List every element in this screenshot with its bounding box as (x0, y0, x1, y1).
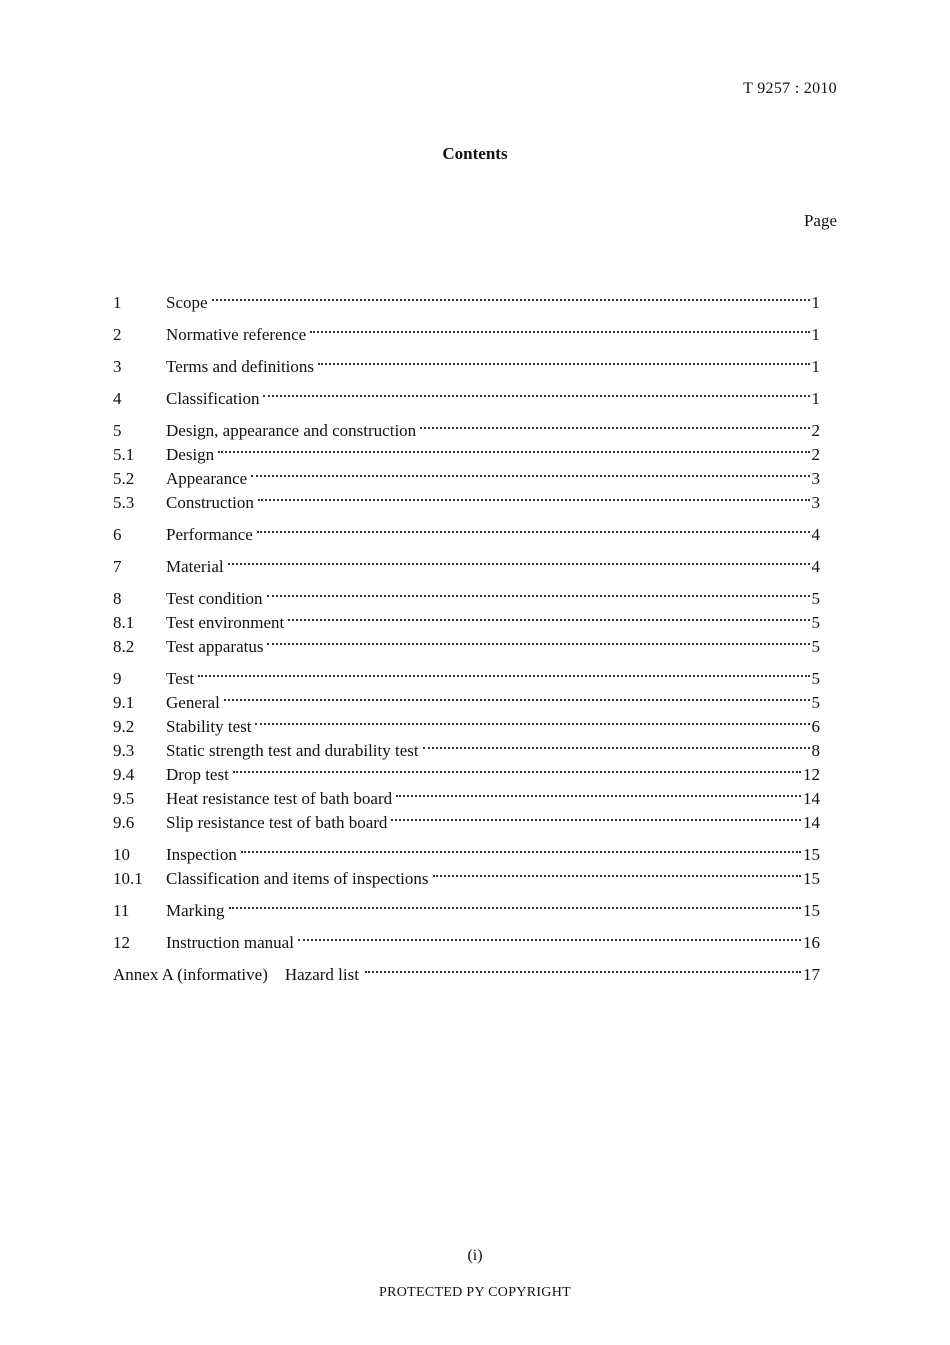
leader-dots (433, 860, 801, 884)
toc-page-number: 2 (811, 421, 820, 440)
toc-entry-10[interactable] (113, 836, 820, 864)
toc-page-number: 5 (811, 613, 820, 632)
toc-title: Slip resistance test of bath board (166, 813, 388, 832)
toc-page-number: 15 (803, 845, 820, 864)
leader-dots (365, 956, 801, 980)
page-folio: (i) (467, 1247, 483, 1264)
leader-dots (212, 284, 810, 308)
toc-page-number: 3 (811, 493, 820, 512)
toc-entry-11[interactable] (113, 892, 820, 920)
toc-title: Material (166, 557, 224, 576)
leader-dots (267, 580, 810, 604)
toc-title: General (166, 693, 220, 712)
leader-dots (251, 460, 809, 484)
toc-entry-5[interactable] (113, 412, 820, 440)
leader-dots (420, 412, 809, 436)
toc-number: 8.1 (113, 613, 135, 632)
leader-dots (267, 628, 809, 652)
toc-number: 9.1 (113, 693, 135, 712)
toc-page-number: 1 (811, 293, 820, 312)
toc-title: Annex A (informative) Hazard list (113, 965, 359, 984)
page-title: Contents (442, 144, 508, 163)
toc-title: Test environment (166, 613, 285, 632)
leader-dots (218, 436, 809, 460)
leader-dots (310, 316, 809, 340)
toc-page-number: 4 (811, 525, 820, 544)
toc-page-number: 12 (803, 765, 820, 784)
toc-entry-12[interactable] (113, 924, 820, 952)
toc-number: 12 (113, 933, 130, 952)
toc-page-number: 14 (803, 789, 820, 808)
toc-title: Test condition (166, 589, 263, 608)
leader-dots (229, 892, 801, 916)
toc-page-number: 4 (811, 557, 820, 576)
toc-title: Marking (166, 901, 225, 920)
toc-number: 9.5 (113, 789, 135, 808)
toc-title: Stability test (166, 717, 252, 736)
toc-page-number: 15 (803, 869, 820, 888)
toc-number: 7 (113, 557, 122, 576)
table-of-contents (113, 284, 820, 984)
toc-number: 9.3 (113, 741, 135, 760)
toc-title: Normative reference (166, 325, 307, 344)
toc-title: Heat resistance test of bath board (166, 789, 393, 808)
toc-number: 6 (113, 525, 122, 544)
page-column-heading: Page (803, 211, 837, 230)
toc-entry-annex-a[interactable] (113, 956, 820, 984)
leader-dots (233, 756, 801, 780)
toc-page-number: 14 (803, 813, 820, 832)
toc-entry-4[interactable] (113, 380, 820, 408)
toc-title: Design (166, 445, 215, 464)
leader-dots (258, 484, 810, 508)
toc-number: 1 (113, 293, 122, 312)
toc-title: Terms and definitions (166, 357, 315, 376)
toc-entry-9-1[interactable] (113, 684, 820, 712)
leader-dots (198, 660, 809, 684)
leader-dots (228, 548, 810, 572)
toc-entry-5-2[interactable] (113, 460, 820, 488)
toc-entry-2[interactable] (113, 316, 820, 344)
toc-number: 8.2 (113, 637, 135, 656)
toc-page-number: 1 (811, 389, 820, 408)
leader-dots (255, 708, 809, 732)
toc-page-number: 2 (811, 445, 820, 464)
leader-dots (288, 604, 809, 628)
toc-entry-6[interactable] (113, 516, 820, 544)
toc-title: Classification (166, 389, 260, 408)
toc-title: Drop test (166, 765, 229, 784)
toc-page-number: 1 (811, 325, 820, 344)
toc-page-number: 5 (811, 669, 820, 688)
toc-number: 2 (113, 325, 122, 344)
leader-dots (224, 684, 810, 708)
toc-entry-9[interactable] (113, 660, 820, 688)
toc-page-number: 1 (811, 357, 820, 376)
toc-entry-7[interactable] (113, 548, 820, 576)
leader-dots (298, 924, 801, 948)
toc-entry-5-1[interactable] (113, 436, 820, 464)
toc-title: Inspection (166, 845, 237, 864)
leader-dots (423, 732, 810, 756)
toc-number: 9.6 (113, 813, 135, 832)
leader-dots (257, 516, 810, 540)
leader-dots (241, 836, 801, 860)
toc-title: Appearance (166, 469, 248, 488)
toc-entry-3[interactable] (113, 348, 820, 376)
toc-title: Performance (166, 525, 253, 544)
toc-number: 8 (113, 589, 122, 608)
toc-page-number: 6 (811, 717, 820, 736)
toc-title: Scope (166, 293, 208, 312)
toc-page-number: 15 (803, 901, 820, 920)
toc-title: Static strength test and durability test (166, 741, 419, 760)
toc-page-number: 3 (811, 469, 820, 488)
copyright-notice: PROTECTED PY COPYRIGHT (379, 1285, 571, 1300)
toc-number: 3 (113, 357, 122, 376)
toc-number: 9 (113, 669, 122, 688)
toc-number: 5.1 (113, 445, 135, 464)
toc-number: 11 (113, 901, 130, 920)
toc-number: 9.2 (113, 717, 135, 736)
toc-page-number: 5 (811, 637, 820, 656)
document-id: T 9257 : 2010 (743, 80, 837, 97)
toc-title: Instruction manual (166, 933, 294, 952)
leader-dots (396, 780, 801, 804)
leader-dots (263, 380, 809, 404)
leader-dots (318, 348, 809, 372)
toc-number: 5.3 (113, 493, 135, 512)
toc-title: Test (166, 669, 195, 688)
toc-number: 10 (113, 845, 130, 864)
toc-number: 5 (113, 421, 122, 440)
toc-title: Construction (166, 493, 254, 512)
toc-number: 4 (113, 389, 122, 408)
toc-page-number: 17 (803, 965, 820, 984)
toc-entry-8[interactable] (113, 580, 820, 608)
toc-number: 5.2 (113, 469, 135, 488)
toc-title: Design, appearance and construction (166, 421, 417, 440)
toc-page-number: 16 (803, 933, 820, 952)
toc-title: Test apparatus (166, 637, 264, 656)
toc-entry-1[interactable] (113, 284, 820, 312)
leader-dots (391, 804, 801, 828)
toc-number: 9.4 (113, 765, 135, 784)
toc-page-number: 8 (811, 741, 820, 760)
toc-page-number: 5 (811, 693, 820, 712)
toc-title: Classification and items of inspections (166, 869, 429, 888)
toc-number: 10.1 (113, 869, 143, 888)
toc-page-number: 5 (811, 589, 820, 608)
